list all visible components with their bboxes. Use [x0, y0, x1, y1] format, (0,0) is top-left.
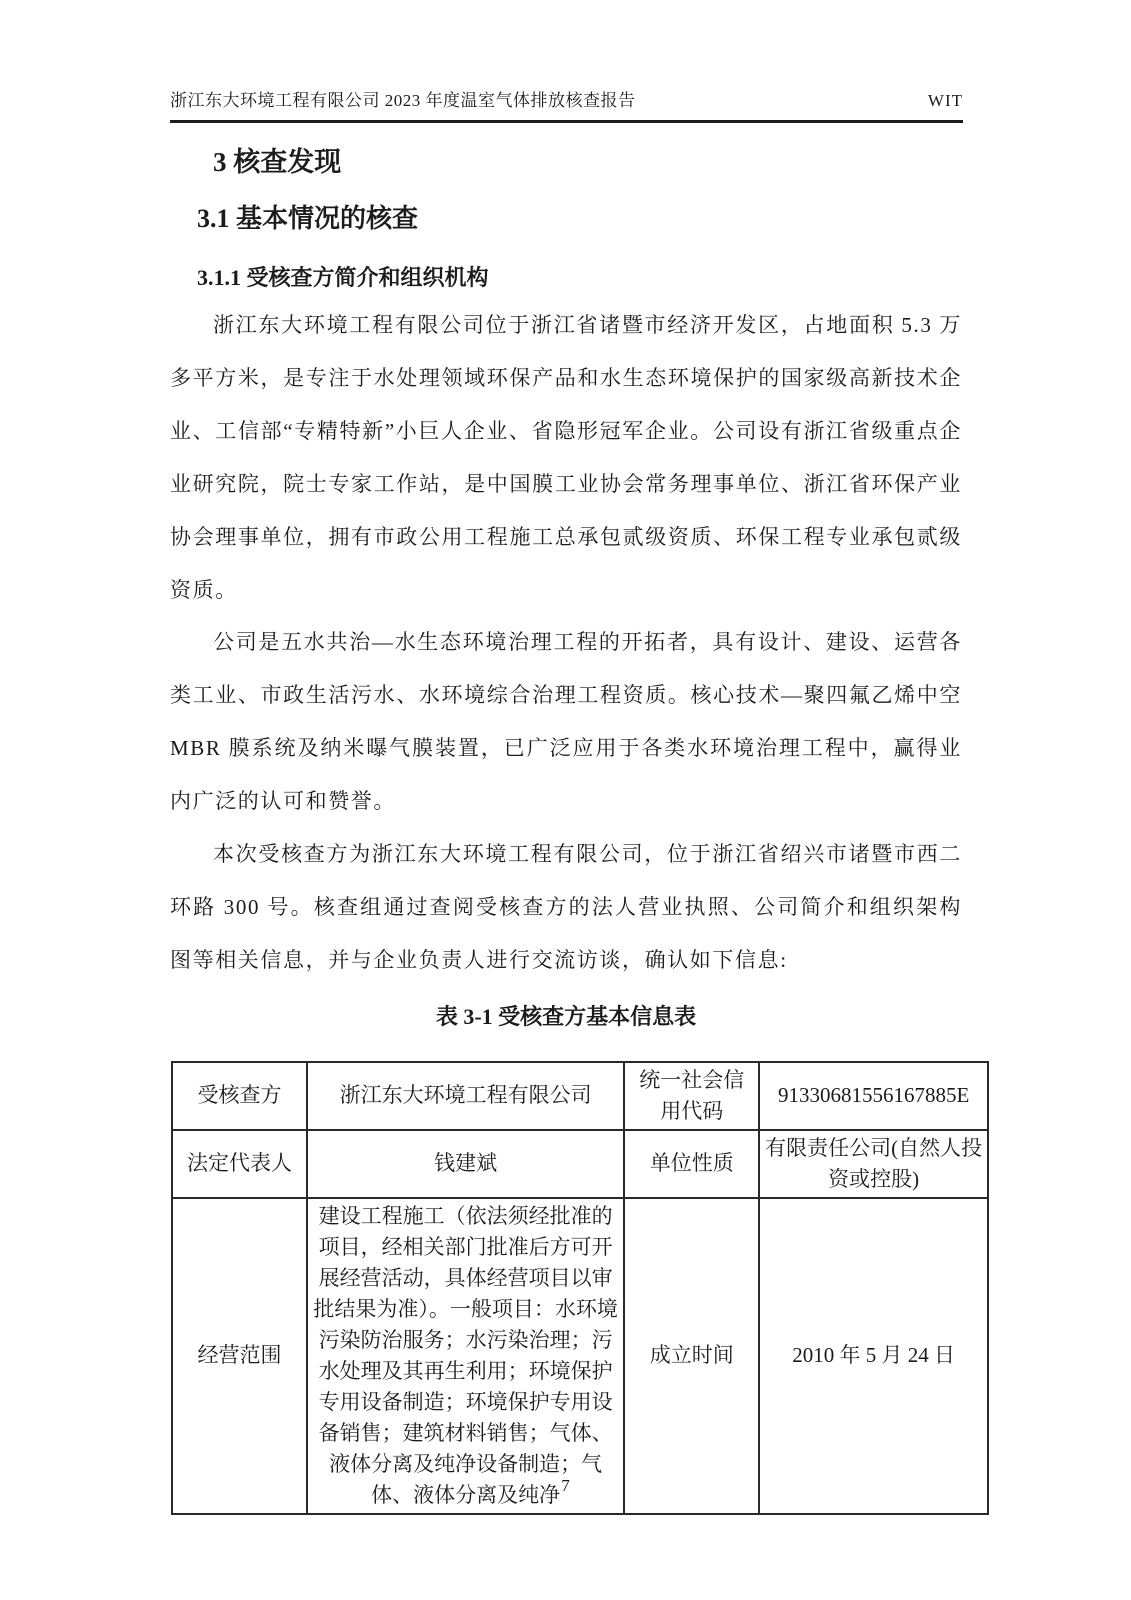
section-heading-3: 3 核查发现	[213, 147, 342, 177]
cell-founding-date-label: 成立时间	[624, 1198, 759, 1514]
paragraph-company-business: 公司是五水共治—水生态环境治理工程的开拓者，具有设计、建设、运营各类工业、市政生活污水、水环境综合治理工程资质。核心技术—聚四氟乙烯中空 MBR 膜系统及纳米曝气膜装置，已广泛应用于各类水环境治理工程中，赢得业内广泛的认可和赞誉。	[170, 630, 962, 814]
cell-founding-date-value: 2010 年 5 月 24 日	[759, 1198, 988, 1514]
page-number: 7	[561, 1476, 570, 1495]
table-row	[172, 1062, 988, 1130]
table-row	[172, 1198, 988, 1514]
header-report-title: 浙江东大环境工程有限公司 2023 年度温室气体排放核查报告	[170, 91, 636, 110]
header-logo-text: WIT	[927, 91, 963, 110]
page-header	[170, 86, 963, 123]
cell-credit-code-label: 统一社会信用代码	[624, 1062, 759, 1130]
section-heading-3-1: 3.1 基本情况的核查	[197, 204, 419, 233]
table-caption: 表 3-1 受核查方基本信息表	[435, 1003, 697, 1029]
table-row	[172, 1130, 988, 1198]
basic-info-table	[171, 1061, 989, 1515]
paragraph-company-intro: 浙江东大环境工程有限公司位于浙江省诸暨市经济开发区，占地面积 5.3 万多平方米，是专注于水处理领域环保产品和水生态环境保护的国家级高新技术企业、工信部“专精特新”小巨人企业、省隐形冠军企业。公司设有浙江省级重点企业研究院，院士专家工作站，是中国膜工业协会常务理事单位、浙江省环保产业协会理事单位，拥有市政公用工程施工总承包贰级资质、环保工程专业承包贰级资质。	[170, 313, 962, 602]
cell-legal-rep-label: 法定代表人	[172, 1130, 307, 1198]
cell-legal-rep-value: 钱建斌	[307, 1130, 624, 1198]
paragraph-verification-scope: 本次受核查方为浙江东大环境工程有限公司，位于浙江省绍兴市诸暨市西二环路 300 号。核查组通过查阅受核查方的法人营业执照、公司简介和组织架构图等相关信息，并与企业负责人进行交流访谈，确认如下信息:	[170, 842, 962, 972]
cell-business-scope-label: 经营范围	[172, 1198, 307, 1514]
cell-verified-party-value: 浙江东大环境工程有限公司	[307, 1062, 624, 1130]
cell-credit-code-value: 91330681556167885E	[759, 1062, 988, 1130]
cell-verified-party-label: 受核查方	[172, 1062, 307, 1130]
section-heading-3-1-1: 3.1.1 受核查方简介和组织机构	[197, 265, 489, 290]
document-body	[170, 147, 983, 1515]
cell-business-scope-value: 建设工程施工（依法须经批准的项目，经相关部门批准后方可开展经营活动，具体经营项目以审批结果为准）。一般项目：水环境污染防治服务；水污染治理；污水处理及其再生利用；环境保护专用设备制造；环境保护专用设备销售；建筑材料销售；气体、液体分离及纯净设备制造；气体、液体分离及纯净	[307, 1198, 624, 1514]
cell-entity-type-label: 单位性质	[624, 1130, 759, 1198]
cell-entity-type-value: 有限责任公司(自然人投资或控股)	[759, 1130, 988, 1198]
